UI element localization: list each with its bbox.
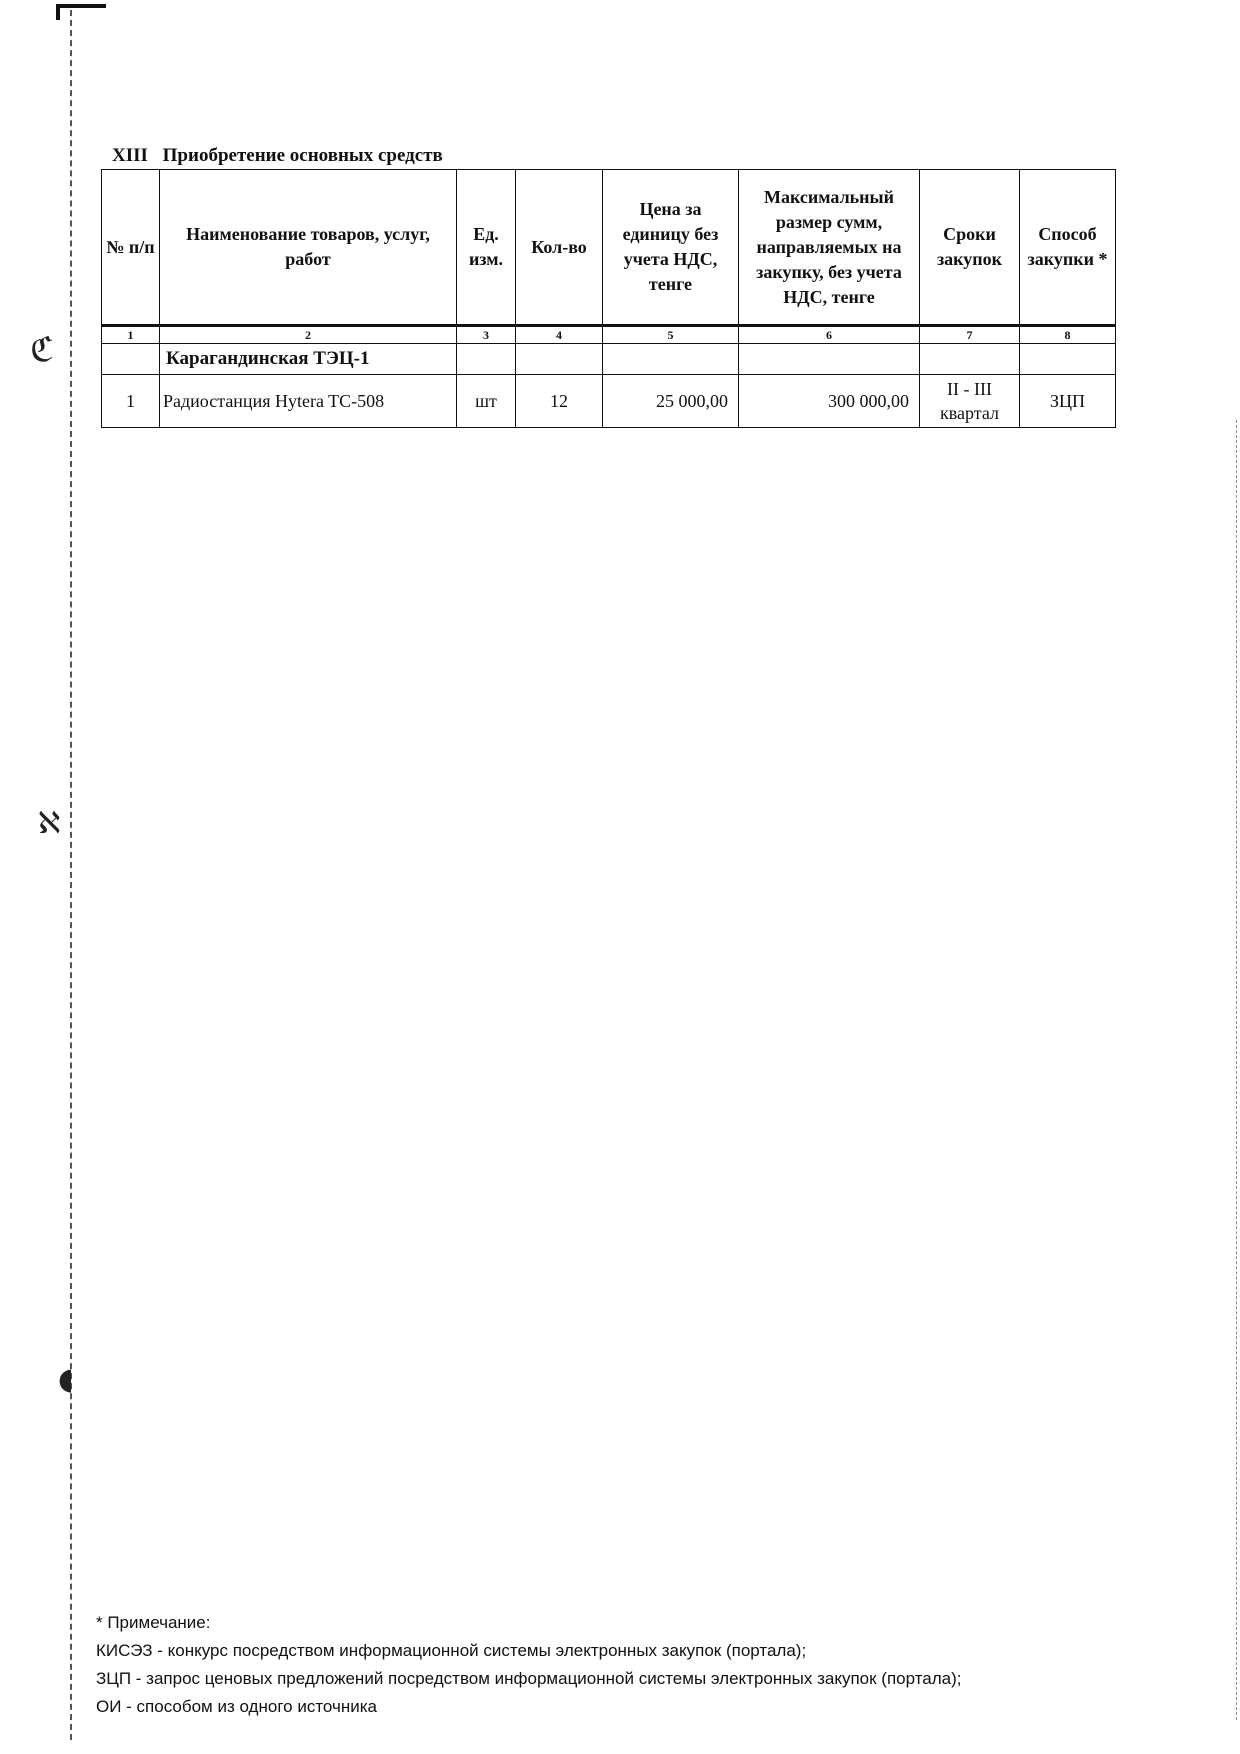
scan-right-edge — [1236, 420, 1237, 1720]
header-method: Способ закупки * — [1020, 170, 1116, 326]
group-name: Карагандинская ТЭЦ-1 — [160, 344, 457, 375]
cell-no: 1 — [102, 375, 160, 428]
cell-name: Радиостанция Hytera TC-508 — [160, 375, 457, 428]
group-empty-cell — [920, 344, 1020, 375]
cell-max-sum: 300 000,00 — [739, 375, 920, 428]
column-index-row — [102, 326, 1116, 344]
cell-method: ЗЦП — [1020, 375, 1116, 428]
cell-period: II - III квартал — [920, 375, 1020, 428]
column-index: 3 — [457, 326, 516, 344]
cell-unit: шт — [457, 375, 516, 428]
section-title-text: Приобретение основных средств — [162, 145, 443, 166]
header-unit-price: Цена за единицу без учета НДС, тенге — [603, 170, 739, 326]
footnote-line: ЗЦП - запрос ценовых предложений посредством информационной системы электронных закупок (портала); — [96, 1669, 962, 1688]
procurement-table — [101, 169, 1116, 428]
group-empty-cell — [739, 344, 920, 375]
footnote — [96, 1609, 962, 1721]
group-empty-cell — [603, 344, 739, 375]
table-row — [102, 375, 1116, 428]
column-index: 1 — [102, 326, 160, 344]
header-qty: Кол-во — [516, 170, 603, 326]
group-empty-cell — [516, 344, 603, 375]
table-header-row — [102, 170, 1116, 326]
column-index: 6 — [739, 326, 920, 344]
group-row — [102, 344, 1116, 375]
column-index: 5 — [603, 326, 739, 344]
column-index: 2 — [160, 326, 457, 344]
cell-unit-price: 25 000,00 — [603, 375, 739, 428]
header-no: № п/п — [102, 170, 160, 326]
section-number: XIII — [112, 145, 148, 166]
column-index: 7 — [920, 326, 1020, 344]
footnote-heading: * Примечание: — [96, 1613, 211, 1632]
punch-hole-mark: ◖ — [58, 1362, 74, 1397]
cell-qty: 12 — [516, 375, 603, 428]
group-empty-cell — [1020, 344, 1116, 375]
header-name: Наименование товаров, услуг, работ — [160, 170, 457, 326]
section-title — [112, 145, 443, 167]
footnote-line: КИСЭЗ - конкурс посредством информационной системы электронных закупок (портала); — [96, 1641, 807, 1660]
header-period: Сроки закупок — [920, 170, 1020, 326]
footnote-line: ОИ - способом из одного источника — [96, 1697, 377, 1716]
scan-corner-mark — [56, 4, 106, 20]
punch-hole-mark: ℭ — [30, 330, 54, 370]
column-index: 8 — [1020, 326, 1116, 344]
group-empty-cell — [102, 344, 160, 375]
punch-hole-mark: ℵ — [38, 806, 61, 841]
scan-binding-edge — [70, 10, 72, 1740]
header-max-sum: Максимальный размер сумм, направляемых на закупку, без учета НДС, тенге — [739, 170, 920, 326]
column-index: 4 — [516, 326, 603, 344]
group-empty-cell — [457, 344, 516, 375]
header-unit: Ед. изм. — [457, 170, 516, 326]
